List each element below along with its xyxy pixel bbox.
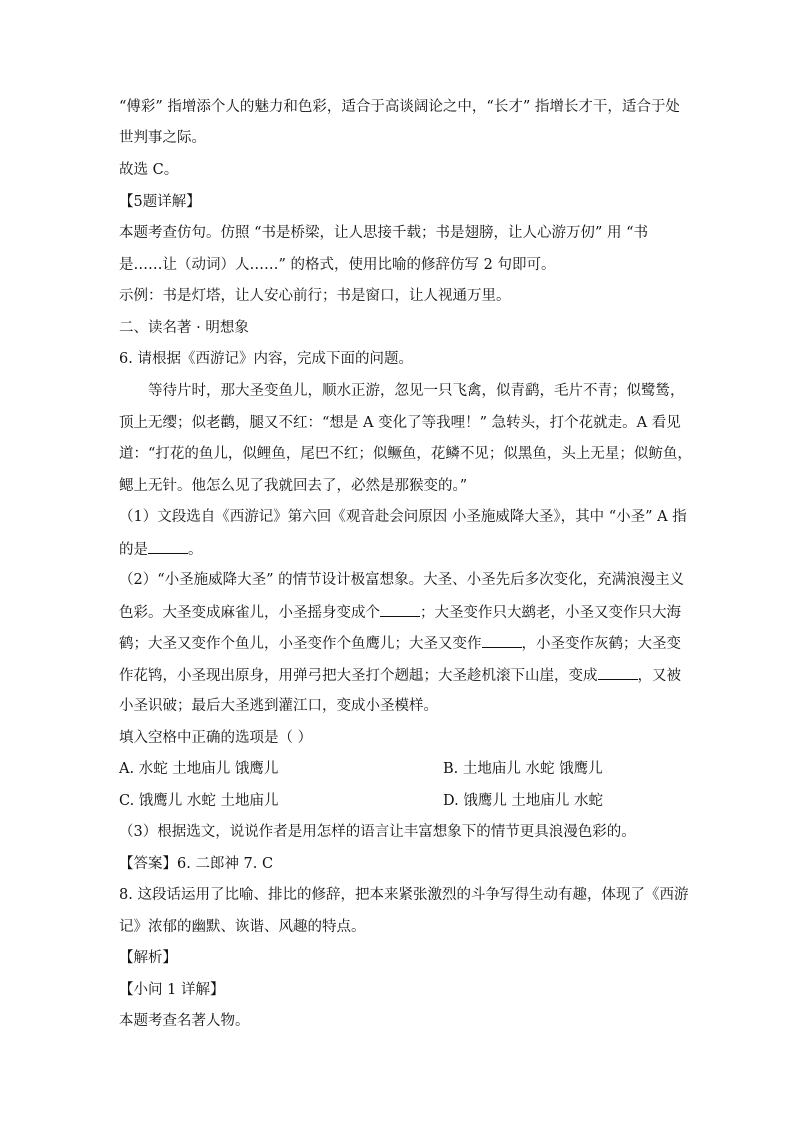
text-line: 本题考查名著人物。 (119, 1013, 250, 1029)
answer-blank (598, 665, 638, 680)
answer-blank (482, 633, 522, 648)
text-span: 作花鸨，小圣现出原身，用弹弓把大圣打个趔趄；大圣趁机滚下山崖，变成 (119, 668, 598, 684)
text-span: 鹤；大圣又变作个鱼儿，小圣变作个鱼鹰儿；大圣又变作 (119, 636, 482, 652)
subquestion-line: （3）根据选文，说说作者是用怎样的语言让丰富想象下的情节更具浪漫色彩的。 (119, 824, 636, 840)
text-line: 8. 这段话运用了比喻、排比的修辞，把本来紧张激烈的斗争写得生动有趣，体现了《西游 (119, 887, 689, 903)
subquestion-line: （1）文段选自《西游记》第六回《观音赴会问原因 小圣施威降大圣》，其中 “小圣” A 指 (119, 509, 687, 525)
text-span: ，小圣变作灰鹤；大圣变 (521, 636, 681, 652)
text-span: ；大圣变作只大鹚老，小圣又变作只大海 (420, 605, 681, 621)
option-b: B. 土地庙儿 水蛇 饿鹰儿 (443, 761, 603, 777)
text-span: 的是 (119, 542, 148, 558)
subquestion-line (119, 665, 679, 686)
question-title: 6. 请根据《西游记》内容，完成下面的问题。 (119, 351, 413, 367)
subquestion-line: 小圣识破；最后大圣逃到灌江口，变成小圣模样。 (119, 698, 438, 714)
text-line: 记》浓郁的幽默、诙谐、风趣的特点。 (119, 919, 366, 935)
section-heading: 【5题详解】 (119, 194, 201, 210)
passage-line: 道：“打花的鱼儿，似鲤鱼，尾巴不红；似鳜鱼，花鳞不见；似黑鱼，头上无星；似鲂鱼， (119, 446, 692, 462)
passage-line: 等待片时，那大圣变鱼儿，顺水正游，忽见一只飞禽，似青鹞，毛片不青；似鹭鸶， (148, 383, 685, 399)
section-heading: 【小问 1 详解】 (119, 982, 225, 998)
subquestion-line: 的是 。 (119, 539, 679, 560)
text-line: 本题考查仿句。仿照 “书是桥梁，让人思接千载；书是翅膀，让人心游万仞” 用 “书 (119, 225, 649, 241)
option-a: A. 水蛇 土地庙儿 饿鹰儿 (119, 761, 279, 777)
text-line: 故选 C。 (119, 162, 179, 178)
subquestion-line (119, 633, 679, 654)
subquestion-line: （2）“小圣施威降大圣” 的情节设计极富想象。大圣、小圣先后多次变化，充满浪漫主义 (119, 572, 685, 588)
section-heading: 二、读名著 · 明想象 (119, 320, 249, 336)
option-d: D. 饿鹰儿 土地庙儿 水蛇 (443, 793, 604, 809)
passage-line: 鳃上无针。他怎么见了我就回去了，必然是那猴变的。” (119, 478, 468, 494)
passage-line: 顶上无缨；似老鹳，腿又不红：“想是 A 变化了等我哩！” 急转头，打个花就走。A 看见 (119, 415, 681, 431)
text-line: 世判事之际。 (119, 130, 206, 146)
text-line: “傅彩” 指增添个人的魅力和色彩，适合于高谈阔论之中，“长才” 指增长才干，适合于处 (119, 99, 680, 115)
section-heading: 【解析】 (119, 950, 177, 966)
text-line: 是……让（动词）人……” 的格式，使用比喻的修辞仿写 2 句即可。 (119, 257, 556, 273)
subquestion-line (119, 602, 679, 623)
text-span: 色彩。大圣变成麻雀儿，小圣摇身变成个 (119, 605, 380, 621)
option-c: C. 饿鹰儿 水蛇 土地庙儿 (119, 793, 279, 809)
answer-blank (148, 539, 188, 554)
answer-line: 【答案】6. 二郎神 7. C (119, 856, 274, 872)
text-span: ，又被 (637, 668, 681, 684)
answer-blank (380, 602, 420, 617)
question-prompt: 填入空格中正确的选项是（ ） (119, 730, 313, 746)
text-line: 示例：书是灯塔，让人安心前行；书是窗口，让人视通万里。 (119, 288, 511, 304)
